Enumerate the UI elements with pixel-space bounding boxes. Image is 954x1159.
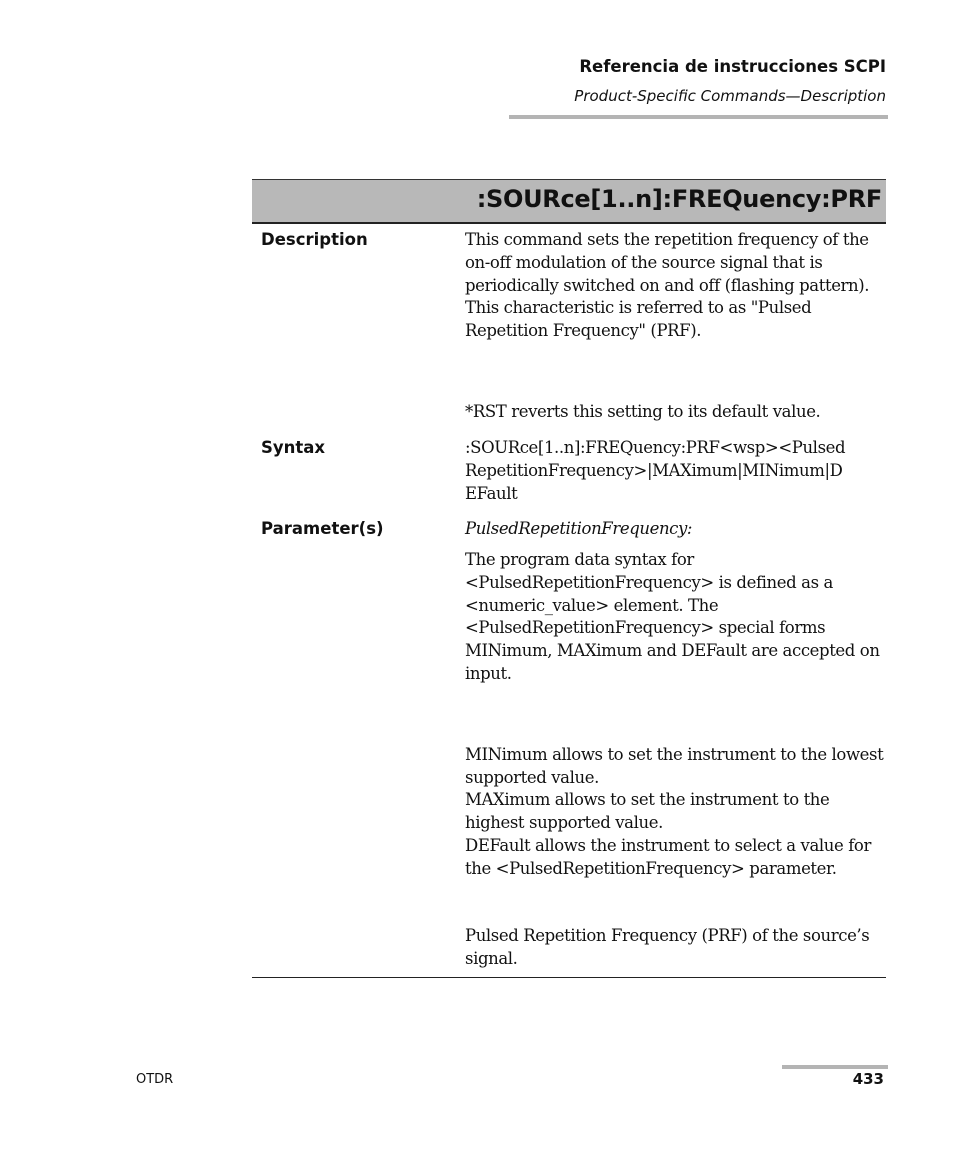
footer-rule: [782, 1065, 888, 1069]
parameter-definition: The program data syntax for <PulsedRepetitionFrequency> is defined as a <numeric_value> element. The <PulsedRepetitionFrequency> special forms MINimum, MAXimum and DEFault are accepted on input.: [465, 550, 880, 683]
parameter-form-default: DEFault allows the instrument to select a value for the <PulsedRepetitionFrequency> parameter.: [465, 836, 871, 878]
command-title: :SOURce[1..n]:FREQuency:PRF: [476, 185, 882, 213]
command-title-bar: [252, 179, 886, 224]
syntax-line-2: RepetitionFrequency>|MAXimum|MINimum|D: [465, 461, 843, 480]
rst-note: *RST reverts this setting to its default value.: [465, 402, 821, 421]
running-header-title: Referencia de instrucciones SCPI: [579, 57, 886, 76]
footer-product: OTDR: [136, 1072, 174, 1087]
description-label: Description: [261, 230, 368, 249]
syntax-line-1: :SOURce[1..n]:FREQuency:PRF<wsp><Pulsed: [465, 438, 846, 457]
parameter-form-minimum: MINimum allows to set the instrument to the lowest supported value.: [465, 745, 884, 787]
description-text: This command sets the repetition frequency of the on-off modulation of the source signal that is periodically switched on and off (flashing pattern). This characteristic is referred to as "Pulsed Repetition Frequency" (PRF).: [465, 230, 870, 341]
table-bottom-rule: [252, 977, 886, 978]
parameter-form-maximum: MAXimum allows to set the instrument to the highest supported value.: [465, 790, 830, 832]
parameters-label: Parameter(s): [261, 519, 384, 538]
syntax-line-3: EFault: [465, 484, 518, 503]
syntax-label: Syntax: [261, 438, 326, 457]
parameter-name: PulsedRepetitionFrequency:: [465, 519, 693, 538]
header-rule: [509, 115, 888, 119]
page-number: 433: [852, 1070, 884, 1088]
running-header-subtitle: Product-Specific Commands—Description: [574, 87, 886, 105]
parameter-meaning: Pulsed Repetition Frequency (PRF) of the source’s signal.: [465, 926, 870, 968]
